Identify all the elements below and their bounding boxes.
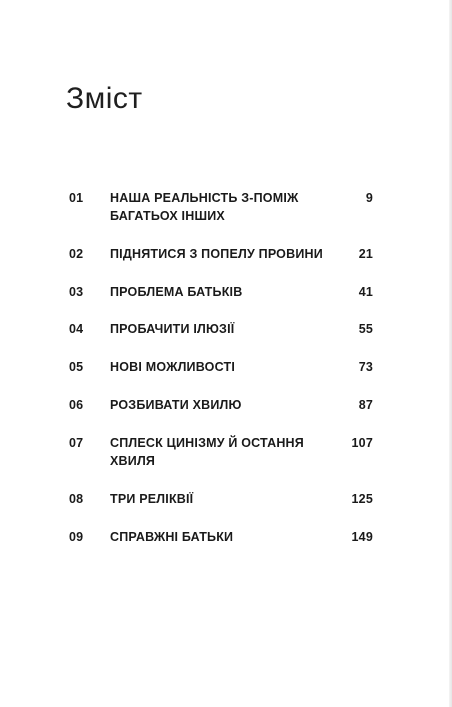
toc-entry-number: 08 [69,492,84,506]
toc-entry-page: 73 [358,360,373,374]
toc-entry-title: НАША РЕАЛЬНІСТЬ З-ПОМІЖ БАГАТЬОХ ІНШИХ [110,191,299,223]
toc-entry-title: НОВІ МОЖЛИВОСТІ [110,360,236,374]
page-title: Зміст [66,82,143,115]
toc-entry-page: 125 [351,492,373,506]
toc-entry-page: 107 [351,436,373,450]
toc-entry-number: 09 [69,530,84,544]
toc-entry-number: 03 [69,285,84,299]
toc-entry-page: 55 [358,322,373,336]
toc-entry-page: 41 [358,285,373,299]
toc-entry-title: ПРОБЛЕМА БАТЬКІВ [110,285,243,299]
toc-entry-number: 07 [69,436,84,450]
toc-entry-title: СПЛЕСК ЦИНІЗМУ Й ОСТАННЯ ХВИЛЯ [110,436,304,468]
toc-entry-title: РОЗБИВАТИ ХВИЛЮ [110,398,242,412]
toc-entry-number: 01 [69,191,84,205]
toc-entry-number: 02 [69,247,84,261]
toc-entry-number: 04 [69,322,84,336]
toc-entry-page: 87 [358,398,373,412]
toc-entry-title: ПІДНЯТИСЯ З ПОПЕЛУ ПРОВИНИ [110,247,323,261]
toc-entry-page: 9 [365,191,373,205]
toc-entry-page: 21 [358,247,373,261]
toc-entry-number: 05 [69,360,84,374]
toc-entry-number: 06 [69,398,84,412]
toc-entry-title: ТРИ РЕЛІКВІЇ [110,492,194,506]
toc-entry-page: 149 [351,530,373,544]
toc-entry-title: СПРАВЖНІ БАТЬКИ [110,530,234,544]
toc-entry-title: ПРОБАЧИТИ ІЛЮЗІЇ [110,322,235,336]
